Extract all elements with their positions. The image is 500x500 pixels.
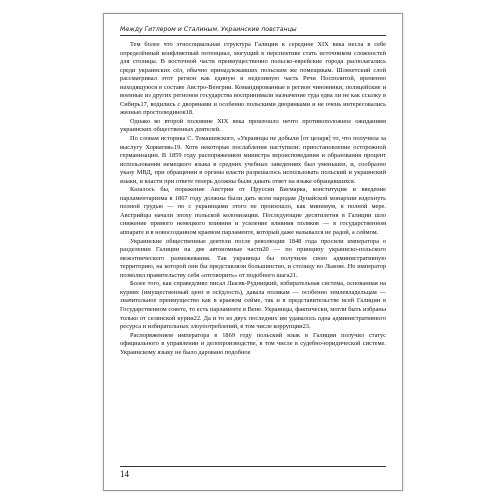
- paragraph: Однако во второй половине XIX века произошло нечто противоположное ожиданиям украинских общественных деятелей.: [120, 117, 386, 134]
- page-body: [120, 41, 386, 357]
- running-header: Между Гитлером и Сталиным. Украинские повстанцы: [120, 26, 297, 33]
- paragraph: Тем более что этносоциальная структура Галиции к середине XIX века несла в себе определённый конфликтный потенциал, могущий в перспективе стать источником сложностей для столицы. В восточной части преимущественно польско-еврейские города располагались среди украинских сёл, обычно принадлежавших польским же помещикам. Шляхетский слой рассматривал этот регион как единую и неделимую часть Речи Посполитой, временно находящуюся в составе Австро-Венгрии. Командированные в регион чиновники, полицейские и военные из других регионов государства воспринимали назначение туда едва ли не как ссылку в Сибирь17, водились с дворянами и особенно польскими дворянками и не очень интересовались жизнью простолюдинов18.: [120, 41, 386, 117]
- header-divider: [120, 35, 386, 36]
- paragraph: Распоряжением императора в 1869 году польский язык в Галиции получил статус официального в управлении и делопроизводстве, в том числе в судебно-юридической системе. Украинскому языку не было даровано подобное: [120, 331, 386, 356]
- paragraph: Украинские общественные деятели после революции 1848 года просили императора о разделении Галиции на две автономные части20 — по принципу украинско-польского межэтнического размежевания. Так украинцы бы получили свою административную территорию, на которой они бы представляли большинство, и столицу во Львове. Но император позволил правительству себя «отговорить» от подобного шага21.: [120, 237, 386, 279]
- footer-divider: [120, 466, 386, 467]
- paragraph: По словам историка С. Томашевского, «Украинцы не добыли [от цезаря] то, что получила за выслугу Хорватия»19. Хотя некоторые послабления наступили: приостановление осторожной германизации. В 1859 году распоряжением министра вероисповедания и образования процент использования немецкого языка в средних учебных заведениях был уменьшен, и, сообразно указу МВД, при обращении в органы власти разрешалось использовать польский и украинский языки, и власти при ответе теперь должны были давать ответ на языке обращавшихся.: [120, 135, 386, 185]
- book-page: [103, 13, 403, 491]
- page-number: 14: [120, 469, 129, 479]
- paragraph: Более того, как справедливо писал Лысяк-Рудницкий, избирательная система, основанная на куриях (имущественный ценз и осёдлость), давала полякам — особенно землевладельцам — значительное преимущество как в краевом сейме, так и в представительстве всей Галиции в Государственном совете, то есть парламенте в Вене. Украинцы, фактически, могли быть избраны только от селянской курии22. Да и то из двух последних им удавалось одна административного ресурса и избирательных злоупотреблений, в том числе коррупции23.: [120, 280, 386, 331]
- paragraph: Казалось бы, поражение Австрии от Пруссии Бисмарка, конституция и введение парламентаризма в 1867 году должны были дать всем народам Дунайской монархии вздохнуть полной грудью — по с украинцами этого не произошло, как минимум, в полной мере. Австрийцы начали эпоху польской колонизации. Последующие десятилетия в Галиции шло снижение прямого немецкого влияния и усиление влияния поляков — в государственном аппарате и в новосозданном краевом парламенте, который даже назывался не радой, а сеймом.: [120, 186, 386, 237]
